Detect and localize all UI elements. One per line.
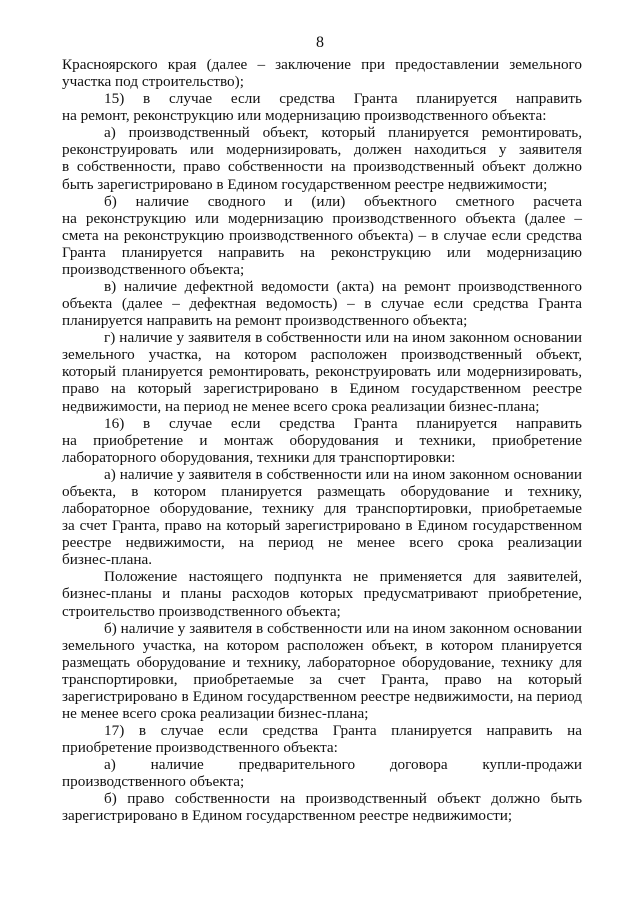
text-line: зарегистрировано в Едином государственном реестре недвижимости; xyxy=(62,807,513,825)
text-line: на приобретение и монтаж оборудования и техники, приобретение xyxy=(62,431,582,449)
text-line: на ремонт, реконструкцию или модернизацию производственного объекта: xyxy=(62,107,547,125)
text-line: земельного участка, на котором расположен производственный объект, xyxy=(62,346,582,364)
text-line: не менее всего срока реализации бизнес-плана; xyxy=(62,704,369,722)
text-line: в) наличие дефектной ведомости (акта) на ремонт производственного xyxy=(104,278,582,296)
text-line: реконструировать или модернизировать, должен находиться у заявителя xyxy=(62,141,582,159)
text-line: размещать оборудование и технику, лабораторное оборудование, технику для xyxy=(62,653,582,671)
text-line: производственного объекта; xyxy=(62,773,245,791)
text-line: строительство производственного объекта; xyxy=(62,602,341,620)
text-line: 17) в случае если средства Гранта планируется направить на xyxy=(104,722,582,740)
text-line: бизнес-планы и планы расходов которых предусматривают приобретение, xyxy=(62,585,582,603)
text-line: б) наличие сводного и (или) объектного сметного расчета xyxy=(104,192,582,210)
text-line: Красноярского края (далее – заключение при предоставлении земельного xyxy=(62,56,582,73)
text-line: 16) в случае если средства Гранта планируется направить xyxy=(104,414,582,432)
document-body xyxy=(62,56,582,825)
text-line: объекта (далее – дефектная ведомость) – в случае если средства Гранта xyxy=(62,295,582,313)
text-line: а) наличие предварительного договора купли-продажи xyxy=(104,756,582,774)
text-line: бизнес-плана. xyxy=(62,551,153,569)
text-line: недвижимости, на период не менее всего срока реализации бизнес-плана; xyxy=(62,397,540,415)
text-line: реестре недвижимости, на период не менее всего срока реализации xyxy=(62,534,582,552)
text-line: б) наличие у заявителя в собственности или на ином законном основании xyxy=(104,619,582,637)
text-line: транспортировки, приобретаемые за счет Гранта, право на который xyxy=(62,670,582,688)
text-line: лабораторное оборудование, технику для транспортировки, приобретаемые xyxy=(62,500,582,518)
text-line: Гранта планируется направить на реконструкцию или модернизацию xyxy=(62,243,582,261)
text-line: производственного объекта; xyxy=(62,260,245,278)
text-line: в собственности, право собственности на производственный объект должно xyxy=(62,158,582,176)
text-line: г) наличие у заявителя в собственности или на ином законном основании xyxy=(104,329,582,347)
text-line: за счет Гранта, право на который зарегистрировано в Едином государственном xyxy=(62,517,582,535)
text-line: земельного участка, на котором расположен объект, в котором планируется xyxy=(62,636,582,654)
text-line: 15) в случае если средства Гранта планируется направить xyxy=(104,90,582,108)
text-line: смета на реконструкцию производственного объекта) – в случае если средства xyxy=(62,226,582,244)
text-line: участка под строительство); xyxy=(62,73,244,91)
text-line: Положение настоящего подпункта не применяется для заявителей, xyxy=(104,568,582,586)
text-line: а) наличие у заявителя в собственности или на ином законном основании xyxy=(104,465,582,483)
page-number: 8 xyxy=(316,34,324,51)
text-line: право на который зарегистрировано в Едином государственном реестре xyxy=(62,380,582,398)
text-line: лабораторного оборудования, техники для транспортировки: xyxy=(62,448,456,466)
text-line: приобретение производственного объекта: xyxy=(62,739,338,757)
text-line: который планируется ремонтировать, реконструировать или модернизировать, xyxy=(62,363,582,381)
text-line: зарегистрировано в Едином государственном реестре недвижимости, на период xyxy=(62,687,582,705)
text-line: быть зарегистрировано в Едином государственном реестре недвижимости; xyxy=(62,175,548,193)
text-line: планируется направить на ремонт производственного объекта; xyxy=(62,312,468,330)
text-line: на реконструкцию или модернизацию производственного объекта (далее – xyxy=(62,209,582,227)
text-line: а) производственный объект, который планируется ремонтировать, xyxy=(104,124,582,142)
text-line: б) право собственности на производственный объект должно быть xyxy=(104,790,582,808)
text-line: объекта, в котором планируется размещать оборудование и технику, xyxy=(62,482,582,500)
